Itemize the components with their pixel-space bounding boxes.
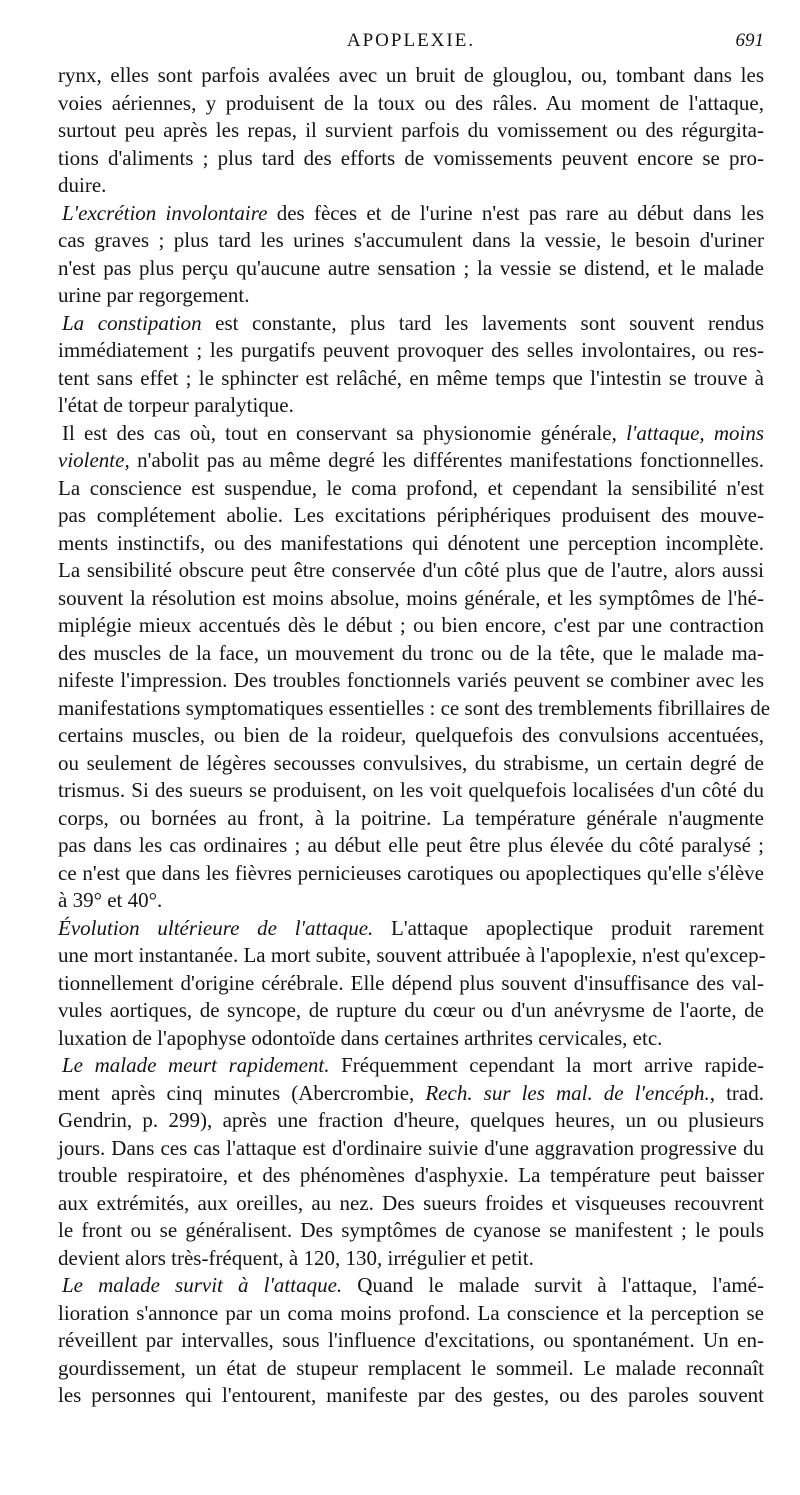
text-line: une mort instantanée. La mort subite, souvent attribuée à l'apoplexie, n'est qu'excep-	[58, 943, 766, 967]
paragraph-2	[58, 200, 764, 310]
italic-lead: Le malade survit à l'attaque.	[62, 1273, 343, 1297]
paragraph-6	[58, 1052, 764, 1272]
text-line	[58, 1052, 764, 1080]
text-line: nifeste l'impression. Des troubles fonctionnels variés peuvent se combiner avec les	[58, 668, 764, 692]
page-header	[58, 30, 764, 56]
text-line: tent sans effet ; le sphincter est relâché, en même temps que l'intestin se trouve à	[58, 365, 764, 390]
text-segment: , trad.	[709, 1080, 764, 1105]
text-line: souvent la résolution est moins absolue, moins générale, et les symptômes de l'hé-	[58, 585, 764, 610]
text-line: tions d'aliments ; plus tard des efforts de vomissements peuvent encore se pro-	[58, 145, 764, 170]
italic-segment: violente,	[58, 448, 130, 472]
text-line: manifestations symptomatiques essentielles : ce sont des tremblements fibrillaires de	[58, 695, 771, 720]
text-line	[58, 310, 764, 338]
text-line: n'est pas plus perçu qu'aucune autre sensation ; la vessie se distend, et le malade	[58, 255, 764, 280]
text-line: voies aériennes, y produisent de la toux ou des râles. Au moment de l'attaque,	[58, 90, 764, 115]
text-line: pas dans les cas ordinaires ; au début elle peut être plus élevée du côté paralysé ;	[58, 833, 764, 857]
text-line: tionnellement d'origine cérébrale. Elle dépend plus souvent d'insuffisance des val-	[58, 970, 764, 995]
text-line: immédiatement ; les purgatifs peuvent provoquer des selles involontaires, ou res-	[58, 338, 764, 362]
text-line: La conscience est suspendue, le coma profond, et cependant la sensibilité n'est	[58, 475, 764, 500]
text-segment: Quand le malade survit à l'attaque, l'amé-	[342, 1273, 764, 1297]
body-text	[58, 62, 771, 1410]
text-line: devient alors très-fréquent, à 120, 130, irrégulier et petit.	[58, 1245, 534, 1270]
text-line: réveillent par intervalles, sous l'influence d'excitations, ou spontanément. Un en-	[58, 1328, 764, 1352]
text-line: ments instinctifs, ou des manifestations qui dénotent une perception incomplète.	[58, 530, 764, 555]
text-line: corps, ou bornées au front, à la poitrine. La température générale n'augmente	[58, 805, 764, 830]
text-line: La sensibilité obscure peut être conservée d'un côté plus que de l'autre, alors aussi	[58, 558, 764, 582]
text-segment: L'attaque apoplectique produit rarement	[373, 915, 764, 940]
text-line: des muscles de la face, un mouvement du tronc ou de la tête, que le malade ma-	[58, 640, 764, 665]
text-line: certains muscles, ou bien de la roideur, quelquefois des convulsions accentuées,	[58, 723, 764, 747]
text-line: luxation de l'apophyse odontoïde dans certaines arthrites cervicales, etc.	[58, 1025, 663, 1050]
text-line	[58, 447, 764, 475]
page-number: 691	[735, 30, 764, 51]
paragraph-3	[58, 310, 764, 420]
text-line: miplégie mieux accentués dès le début ; ou bien encore, c'est par une contraction	[58, 613, 764, 637]
running-title: APOPLEXIE.	[346, 30, 476, 51]
text-line: jours. Dans ces cas l'attaque est d'ordinaire suivie d'une aggravation progressive du	[58, 1135, 764, 1160]
text-line: vules aortiques, de syncope, de rupture du cœur ou d'un anévrysme de l'aorte, de	[58, 998, 764, 1022]
text-line: trismus. Si des sueurs se produisent, on les voit quelquefois localisées d'un côté du	[58, 778, 764, 802]
text-line: surtout peu après les repas, il survient parfois du vomissement ou des régurgita-	[58, 118, 764, 142]
text-line: trouble respiratoire, et des phénomènes d'asphyxie. La température peut baisser	[58, 1163, 764, 1187]
text-line: cas graves ; plus tard les urines s'accumulent dans la vessie, le besoin d'uriner	[58, 228, 764, 252]
text-line	[58, 1080, 764, 1108]
italic-lead: Évolution ultérieure de l'attaque.	[58, 915, 374, 940]
italic-lead: Le malade meurt rapidement.	[62, 1053, 330, 1077]
italic-segment: l'attaque, moins	[626, 420, 765, 445]
text-line: à 39° et 40°.	[58, 888, 163, 912]
italic-lead: La constipation	[62, 310, 202, 335]
text-line: aux extrémités, aux oreilles, au nez. Des sueurs froides et visqueuses recouvrent	[58, 1190, 764, 1215]
text-segment: ment après cinq minutes (Abercrombie,	[58, 1080, 426, 1105]
text-line	[58, 420, 764, 448]
text-line	[58, 915, 764, 943]
text-line	[58, 1272, 764, 1300]
text-line: gourdissement, un état de stupeur remplacent le sommeil. Le malade reconnaît	[58, 1355, 764, 1380]
text-line: Gendrin, p. 299), après une fraction d'heure, quelques heures, un ou plusieurs	[58, 1108, 764, 1132]
paragraph-4	[58, 420, 771, 915]
text-segment: des fèces et de l'urine n'est pas rare au début dans les	[267, 200, 764, 225]
italic-lead: L'excrétion involontaire	[62, 200, 268, 225]
paragraph-1	[58, 62, 764, 200]
text-line: pas complétement abolie. Les excitations périphériques produisent des mouve-	[58, 503, 764, 527]
paragraph-5	[58, 915, 764, 1053]
text-line: urine par regorgement.	[58, 283, 250, 307]
text-line: lioration s'annonce par un coma moins profond. La conscience et la perception se	[58, 1300, 764, 1325]
italic-segment: Rech. sur les mal. de l'encéph.	[425, 1080, 710, 1105]
text-line: ce n'est que dans les fièvres pernicieuses carotiques ou apoplectiques qu'elle s'élève	[58, 860, 764, 885]
text-line: les personnes qui l'entourent, manifeste par des gestes, ou des paroles souvent	[58, 1383, 764, 1407]
text-line: duire.	[58, 173, 107, 197]
text-line	[58, 200, 764, 228]
text-line: ou seulement de légères secousses convulsives, du strabisme, un certain degré de	[58, 750, 764, 775]
paragraph-7	[58, 1272, 764, 1410]
text-segment: Fréquemment cependant la mort arrive rapide-	[329, 1053, 765, 1077]
text-segment: est constante, plus tard les lavements sont souvent rendus	[201, 310, 764, 335]
text-line: rynx, elles sont parfois avalées avec un bruit de glouglou, ou, tombant dans les	[58, 63, 764, 87]
text-line: l'état de torpeur paralytique.	[58, 393, 294, 417]
text-line: le front ou se généralisent. Des symptômes de cyanose se manifestent ; le pouls	[58, 1218, 764, 1242]
text-segment: Il est des cas où, tout en conservant sa physionomie générale,	[62, 420, 627, 445]
text-segment: n'abolit pas au même degré les différentes manifestations fonctionnelles.	[129, 448, 764, 472]
